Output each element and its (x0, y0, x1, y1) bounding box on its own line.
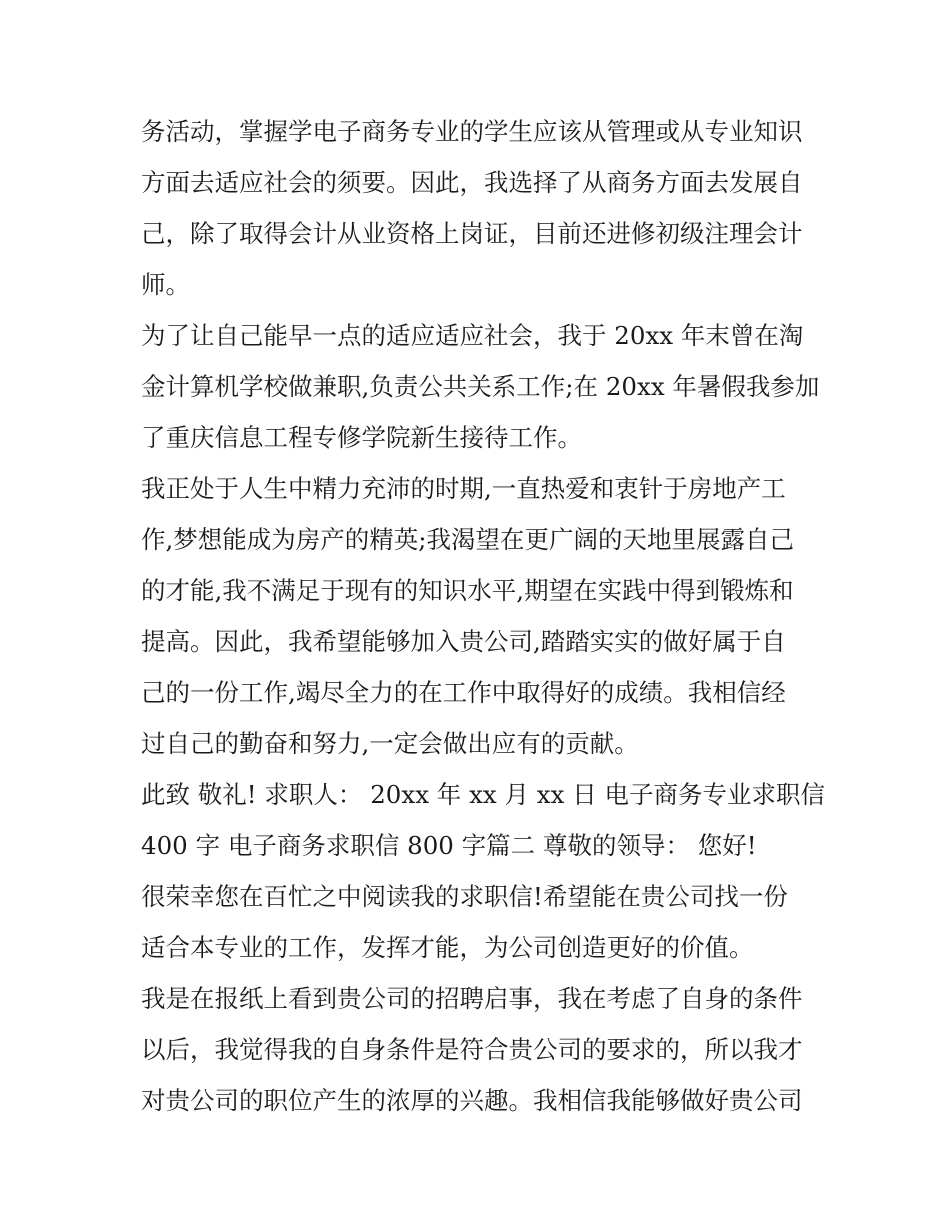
text-line: 金计算机学校做兼职,负责公共关系工作;在 20xx 年暑假我参加 (141, 372, 820, 401)
text-line: 的才能,我不满足于现有的知识水平,期望在实践中得到锻炼和 (141, 576, 794, 605)
text-line: 师。 (141, 270, 190, 299)
text-line: 提高。因此，我希望能够加入贵公司,踏踏实实的做好属于自 (141, 627, 786, 656)
text-line: 我正处于人生中精力充沛的时期,一直热爱和衷针于房地产工 (141, 474, 786, 503)
text-line: 对贵公司的职位产生的浓厚的兴趣。我相信我能够做好贵公司 (141, 1086, 803, 1115)
text-line: 务活动，掌握学电子商务专业的学生应该从管理或从专业知识 (141, 117, 803, 146)
text-line: 以后，我觉得我的自身条件是符合贵公司的要求的，所以我才 (141, 1035, 803, 1064)
text-line: 400 字 电子商务求职信 800 字篇二 尊敬的领导： 您好! (141, 831, 757, 860)
text-line: 此致 敬礼! 求职人： 20xx 年 xx 月 xx 日 电子商务专业求职信 (141, 780, 826, 809)
text-line: 适合本专业的工作，发挥才能，为公司创造更好的价值。 (141, 933, 754, 962)
text-line: 己，除了取得会计从业资格上岗证，目前还进修初级注理会计 (141, 219, 803, 248)
text-line: 方面去适应社会的须要。因此，我选择了从商务方面去发展自 (141, 168, 803, 197)
text-line: 己的一份工作,竭尽全力的在工作中取得好的成绩。我相信经 (141, 678, 786, 707)
document-body (141, 106, 826, 1126)
text-line: 了重庆信息工程专修学院新生接待工作。 (141, 423, 582, 452)
text-line: 过自己的勤奋和努力,一定会做出应有的贡献。 (141, 729, 639, 758)
text-line: 作,梦想能成为房产的精英;我渴望在更广阔的天地里展露自己 (141, 525, 795, 554)
text-line: 为了让自己能早一点的适应适应社会，我于 20xx 年末曾在淘 (141, 321, 804, 350)
text-line: 我是在报纸上看到贵公司的招聘启事，我在考虑了自身的条件 (141, 984, 803, 1013)
text-line: 很荣幸您在百忙之中阅读我的求职信!希望能在贵公司找一份 (141, 882, 788, 911)
